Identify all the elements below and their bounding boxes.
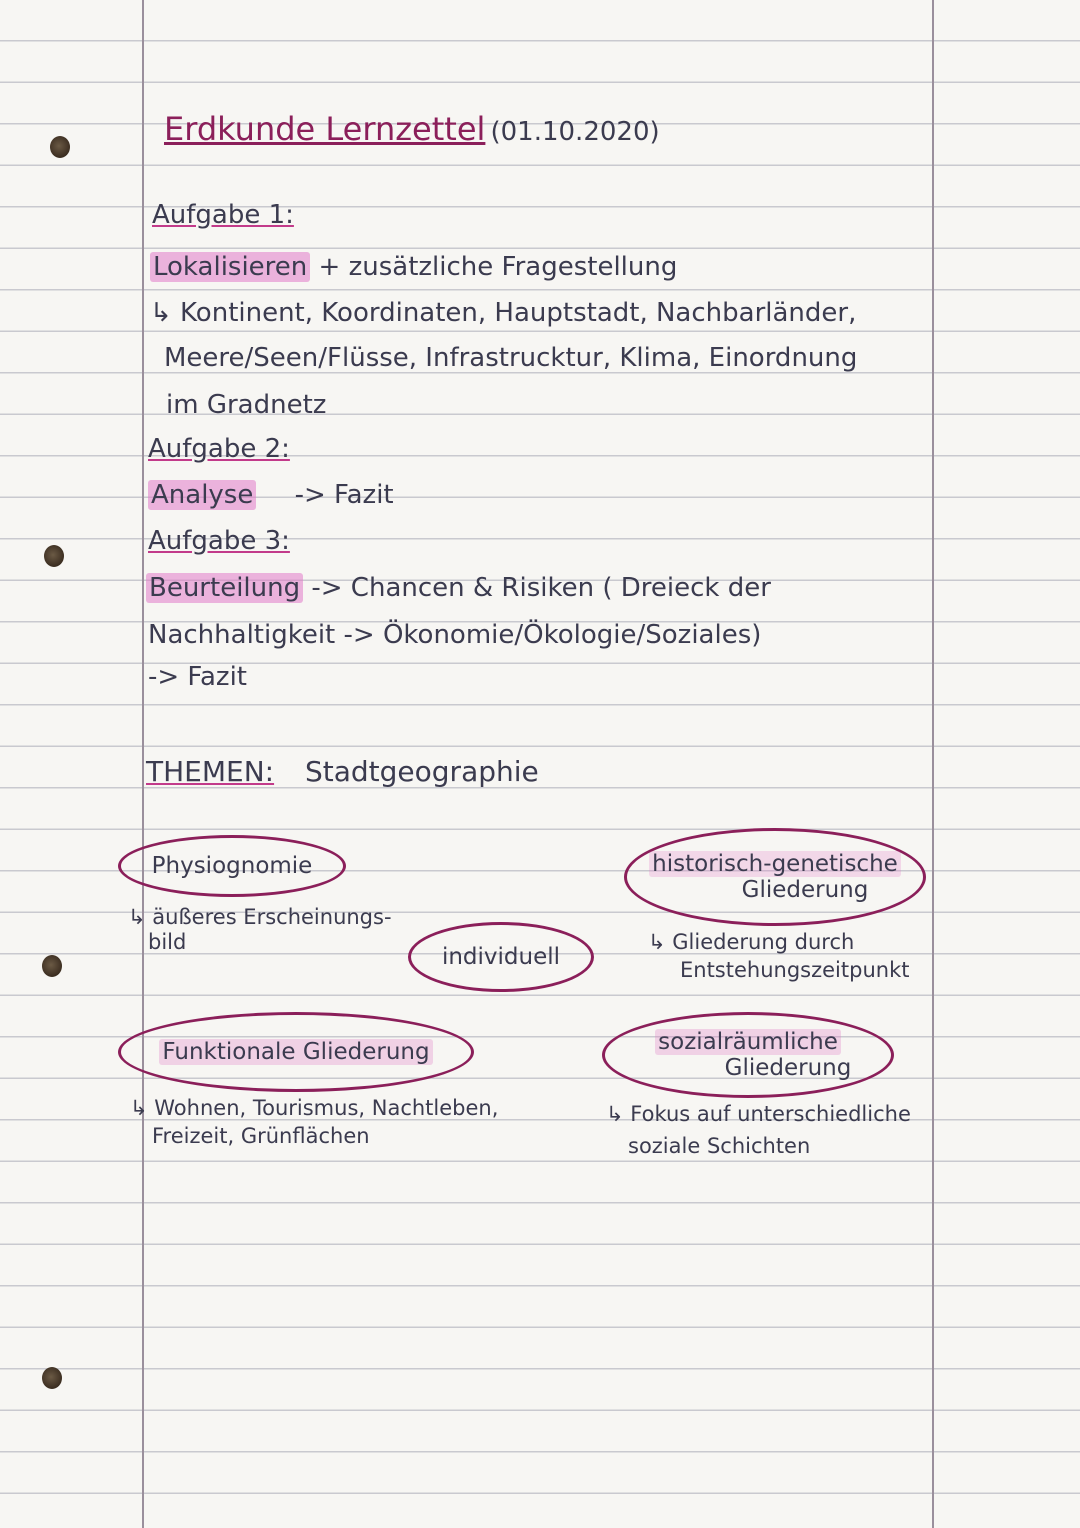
bubble-funktional-label: Funktionale Gliederung (159, 1039, 432, 1065)
left-margin-line (142, 0, 144, 1528)
bubble-historisch-label: historisch-genetische (649, 851, 901, 877)
funktional-note: ↳ Wohnen, Tourismus, Nachtleben, (130, 1096, 499, 1120)
bubble-sozialraeumliche (602, 1012, 894, 1098)
themes-topic: Stadtgeographie (304, 755, 539, 788)
physiognomie-note: ↳ äußeres Erscheinungs- (128, 905, 392, 929)
task-2-heading: Aufgabe 2: (148, 434, 290, 464)
bubble-individuell (408, 922, 594, 992)
themes-label: THEMEN: (146, 755, 275, 788)
task-3-detail: -> Fazit (148, 662, 247, 692)
sozial-note: ↳ Fokus auf unterschiedliche (606, 1102, 911, 1126)
bubble-historisch-label: Gliederung (741, 877, 869, 903)
task-1-rest: + zusätzliche Fragestellung (318, 252, 678, 282)
bubble-sozial-label: Gliederung (724, 1055, 852, 1081)
task-1-keyword: Lokalisieren (150, 252, 310, 282)
sozial-note: soziale Schichten (628, 1134, 811, 1158)
punch-hole (42, 1367, 62, 1389)
punch-hole (44, 545, 64, 567)
task-3-rest: -> Chancen & Risiken ( Dreieck der (311, 573, 771, 603)
task-3-line (146, 573, 771, 603)
themes-line (146, 755, 539, 788)
right-margin-line (932, 0, 934, 1528)
task-3-heading: Aufgabe 3: (148, 526, 290, 556)
task-3-keyword: Beurteilung (146, 573, 303, 603)
task-1-detail: im Gradnetz (166, 390, 327, 420)
title-date: (01.10.2020) (490, 117, 660, 147)
historisch-note: ↳ Gliederung durch (648, 930, 855, 954)
bubble-physiognomie-label: Physiognomie (151, 852, 313, 879)
funktional-note: Freizeit, Grünflächen (152, 1124, 370, 1148)
bubble-sozial-label: sozialräumliche (655, 1029, 841, 1055)
punch-hole (50, 136, 70, 158)
task-2-rest: -> Fazit (294, 480, 394, 510)
bubble-individuell-label: individuell (441, 943, 561, 970)
title-main: Erdkunde Lernzettel (164, 110, 486, 148)
historisch-note: Entstehungszeitpunkt (680, 958, 910, 982)
task-3-detail: Nachhaltigkeit -> Ökonomie/Ökologie/Soziales) (148, 620, 762, 650)
physiognomie-note: bild (148, 930, 187, 954)
punch-hole (42, 955, 62, 977)
bubble-physiognomie (118, 835, 346, 897)
task-2-keyword: Analyse (148, 480, 256, 510)
task-1-line (150, 252, 677, 282)
task-2-line (148, 480, 394, 510)
page-title (164, 110, 660, 148)
bubble-funktionale-gliederung (118, 1012, 474, 1092)
task-1-heading: Aufgabe 1: (152, 200, 294, 230)
bubble-historisch-genetische (624, 828, 926, 926)
task-1-detail: ↳ Kontinent, Koordinaten, Hauptstadt, Nachbarländer, (150, 298, 857, 328)
task-1-detail: Meere/Seen/Flüsse, Infrastrucktur, Klima, Einordnung (164, 343, 858, 373)
